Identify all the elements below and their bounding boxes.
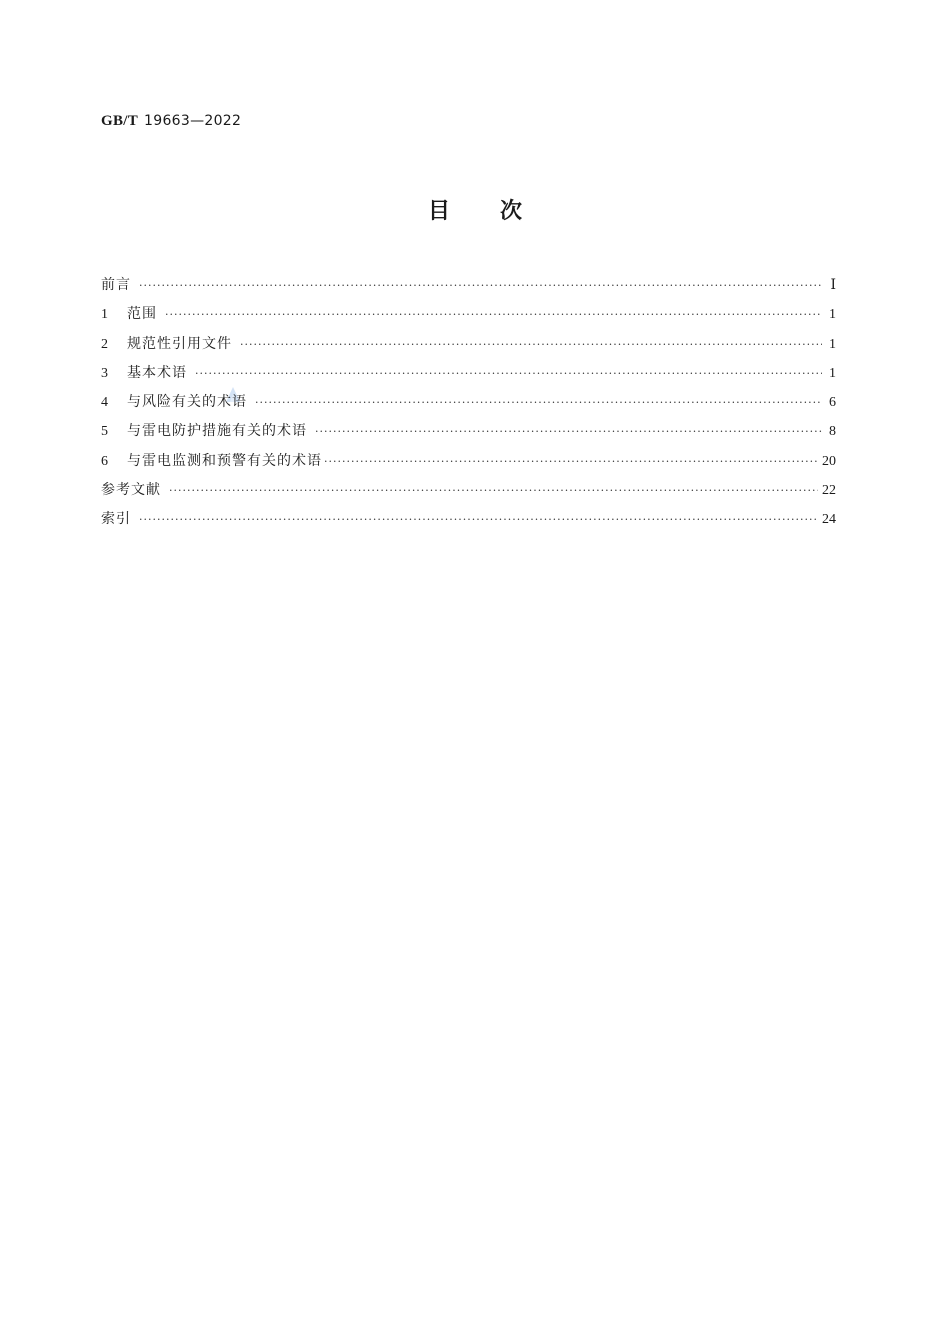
- toc-leader-dots: [240, 335, 822, 355]
- toc-entry-foreword[interactable]: [101, 275, 836, 304]
- toc-entry-title: 与雷电防护措施有关的术语: [127, 423, 307, 440]
- toc-leader-dots: [195, 364, 822, 384]
- toc-leader-dots: [324, 452, 818, 472]
- toc-entry-number: 5: [101, 424, 108, 440]
- toc-page-number: 1: [829, 336, 836, 352]
- toc-entry-number: 6: [101, 453, 108, 469]
- toc-entry-title: 前言: [101, 277, 131, 293]
- toc-entry-title: 与风险有关的术语: [127, 394, 247, 411]
- toc-page-number: 24: [822, 512, 836, 528]
- toc-page-number: 8: [829, 424, 836, 440]
- toc-entry-number: 4: [101, 395, 108, 411]
- toc-entry-normative-references[interactable]: [101, 334, 836, 363]
- toc-entry-title: 规范性引用文件: [127, 335, 232, 352]
- toc-leader-dots: [139, 510, 818, 530]
- toc-entry-number: 2: [101, 336, 108, 352]
- toc-entry-scope[interactable]: [101, 304, 836, 333]
- toc-page-number: Ⅰ: [830, 278, 836, 293]
- standard-number: 19663—2022: [144, 113, 242, 129]
- toc-entry-basic-terms[interactable]: [101, 363, 836, 392]
- toc-entry-title: 与雷电监测和预警有关的术语: [127, 452, 322, 469]
- toc-entry-protection-terms[interactable]: [101, 421, 836, 450]
- toc-leader-dots: [165, 305, 822, 325]
- toc-page-number: 20: [822, 453, 836, 469]
- toc-entry-number: 3: [101, 365, 108, 381]
- toc-leader-dots: [169, 481, 818, 501]
- toc-entry-title: 索引: [101, 511, 131, 528]
- toc-entry-title: 基本术语: [127, 364, 187, 381]
- toc-page-number: 1: [829, 365, 836, 381]
- standard-code: GB/T: [101, 113, 139, 129]
- toc-entry-monitoring-terms[interactable]: [101, 451, 836, 480]
- table-of-contents: [101, 275, 836, 539]
- document-header: [101, 113, 241, 130]
- toc-entry-risk-terms[interactable]: [101, 392, 836, 421]
- toc-entry-title: 参考文献: [101, 482, 161, 499]
- toc-page-number: 1: [829, 307, 836, 323]
- toc-leader-dots: [139, 276, 822, 296]
- toc-page-number: 6: [829, 395, 836, 411]
- toc-entry-number: 1: [101, 307, 108, 323]
- toc-leader-dots: [255, 393, 822, 413]
- page-title: 目次: [427, 199, 572, 224]
- toc-leader-dots: [315, 422, 822, 442]
- toc-page-number: 22: [822, 483, 836, 499]
- toc-entry-bibliography[interactable]: [101, 480, 836, 509]
- toc-entry-index[interactable]: [101, 509, 836, 538]
- toc-entry-title: 范围: [127, 306, 157, 323]
